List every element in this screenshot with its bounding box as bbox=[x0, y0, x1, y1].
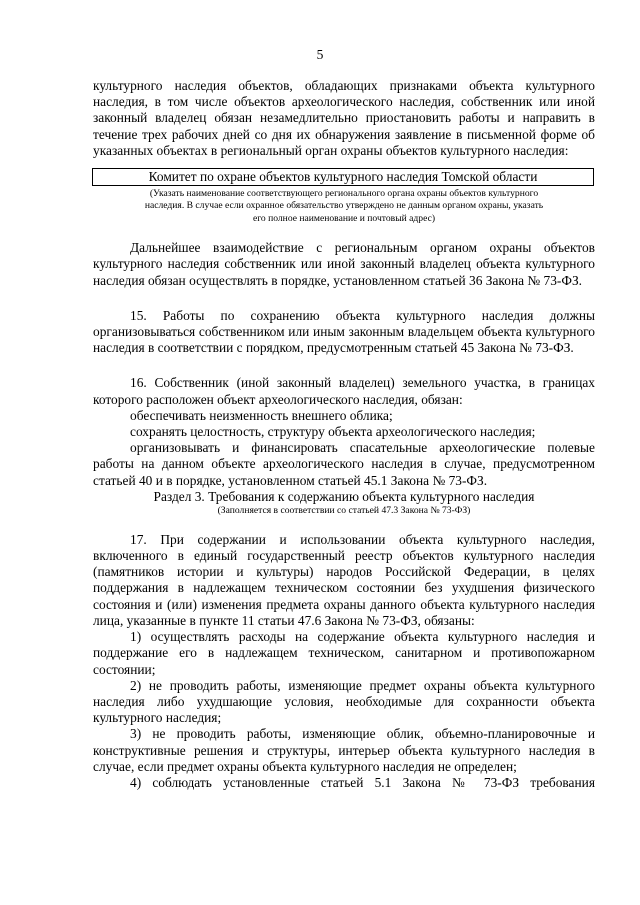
item-16-line: обеспечивать неизменность внешнего облика; bbox=[130, 407, 393, 423]
item-17-subitem: 2) не проводить работы, изменяющие предмет охраны объекта культурного наследия либо ухудшающие условия, необходимые для сохранности объекта культурного наследия; bbox=[93, 677, 595, 726]
interaction-paragraph: Дальнейшее взаимодействие с региональным органом охраны объектов культурного наследия собственник или иной законный владелец объекта культурного наследия обязан осуществлять в порядке, установленном статьей 36 Закона № 73-ФЗ. bbox=[93, 240, 595, 288]
item-17-subitem: 3) не проводить работы, изменяющие облик, объемно-планировочные и конструктивные решения и структуры, интерьер объекта культурного наследия в случае, если предмет охраны объекта культурного наследия не определен; bbox=[93, 726, 595, 774]
item-15-paragraph: 15. Работы по сохранению объекта культурного наследия должны организовываться собственником или иным законным владельцем объекта культурного наследия в соответствии с порядком, предусмотренным статьей 45 Закона № 73-ФЗ. bbox=[93, 307, 595, 356]
item-17-subitem: 4) соблюдать установленные статьей 5.1 Закона № 73-ФЗ требования bbox=[130, 774, 595, 790]
section-3-title: Раздел 3. Требования к содержанию объекта культурного наследия bbox=[153, 488, 535, 504]
item-17-lead: 17. При содержании и использовании объекта культурного наследия, включенного в единый государственный реестр объектов культурного наследия (памятников истории и культуры) народов Российской Федерации, в целях поддержания в надлежащем техническом состоянии без ухудшения физического состояния и (или) изменения предмета охраны данного объекта культурного наследия лица, указанные в пункте 11 статьи 47.6 Закона № 73-ФЗ, обязаны: bbox=[93, 531, 595, 628]
page-number: 5 bbox=[316, 47, 324, 62]
item-16-line: организовывать и финансировать спасательные археологические полевые работы на данном объекте археологического наследия в случае, предусмотренном статьей 40 и в порядке, установленном статьей 45.1 Закона № 73-ФЗ. bbox=[93, 440, 595, 488]
item-16-lead: 16. Собственник (иной законный владелец) земельного участка, в границах которого расположен объект археологического наследия, обязан: bbox=[93, 375, 595, 407]
document-body bbox=[93, 78, 595, 791]
authority-note: (Указать наименование соответствующего регионального органа охраны объектов культурного наследия. В случае если охранное обязательство утверждено не данным органом охраны, указать его полное наименование и почтовый адрес) bbox=[144, 188, 544, 224]
item-16-line: сохранять целостность, структуру объекта археологического наследия; bbox=[130, 424, 536, 440]
section-3-note: (Заполняется в соответствии со статьей 47.3 Закона № 73-ФЗ) bbox=[217, 504, 471, 516]
intro-paragraph: культурного наследия объектов, обладающих признаками объекта культурного наследия, в том числе объектов археологического наследия, собственник или иной законный владелец обязан незамедлительно приостановить работы и направить в течение трех рабочих дней со дня их обнаружения заявление в письменной форме об указанных объектах в региональный орган охраны объектов культурного наследия: bbox=[93, 78, 595, 158]
item-17-subitem: 1) осуществлять расходы на содержание объекта культурного наследия и поддержание его в надлежащем техническом, санитарном и противопожарном состоянии; bbox=[93, 629, 595, 677]
authority-name-box: Комитет по охране объектов культурного наследия Томской области bbox=[92, 168, 594, 186]
